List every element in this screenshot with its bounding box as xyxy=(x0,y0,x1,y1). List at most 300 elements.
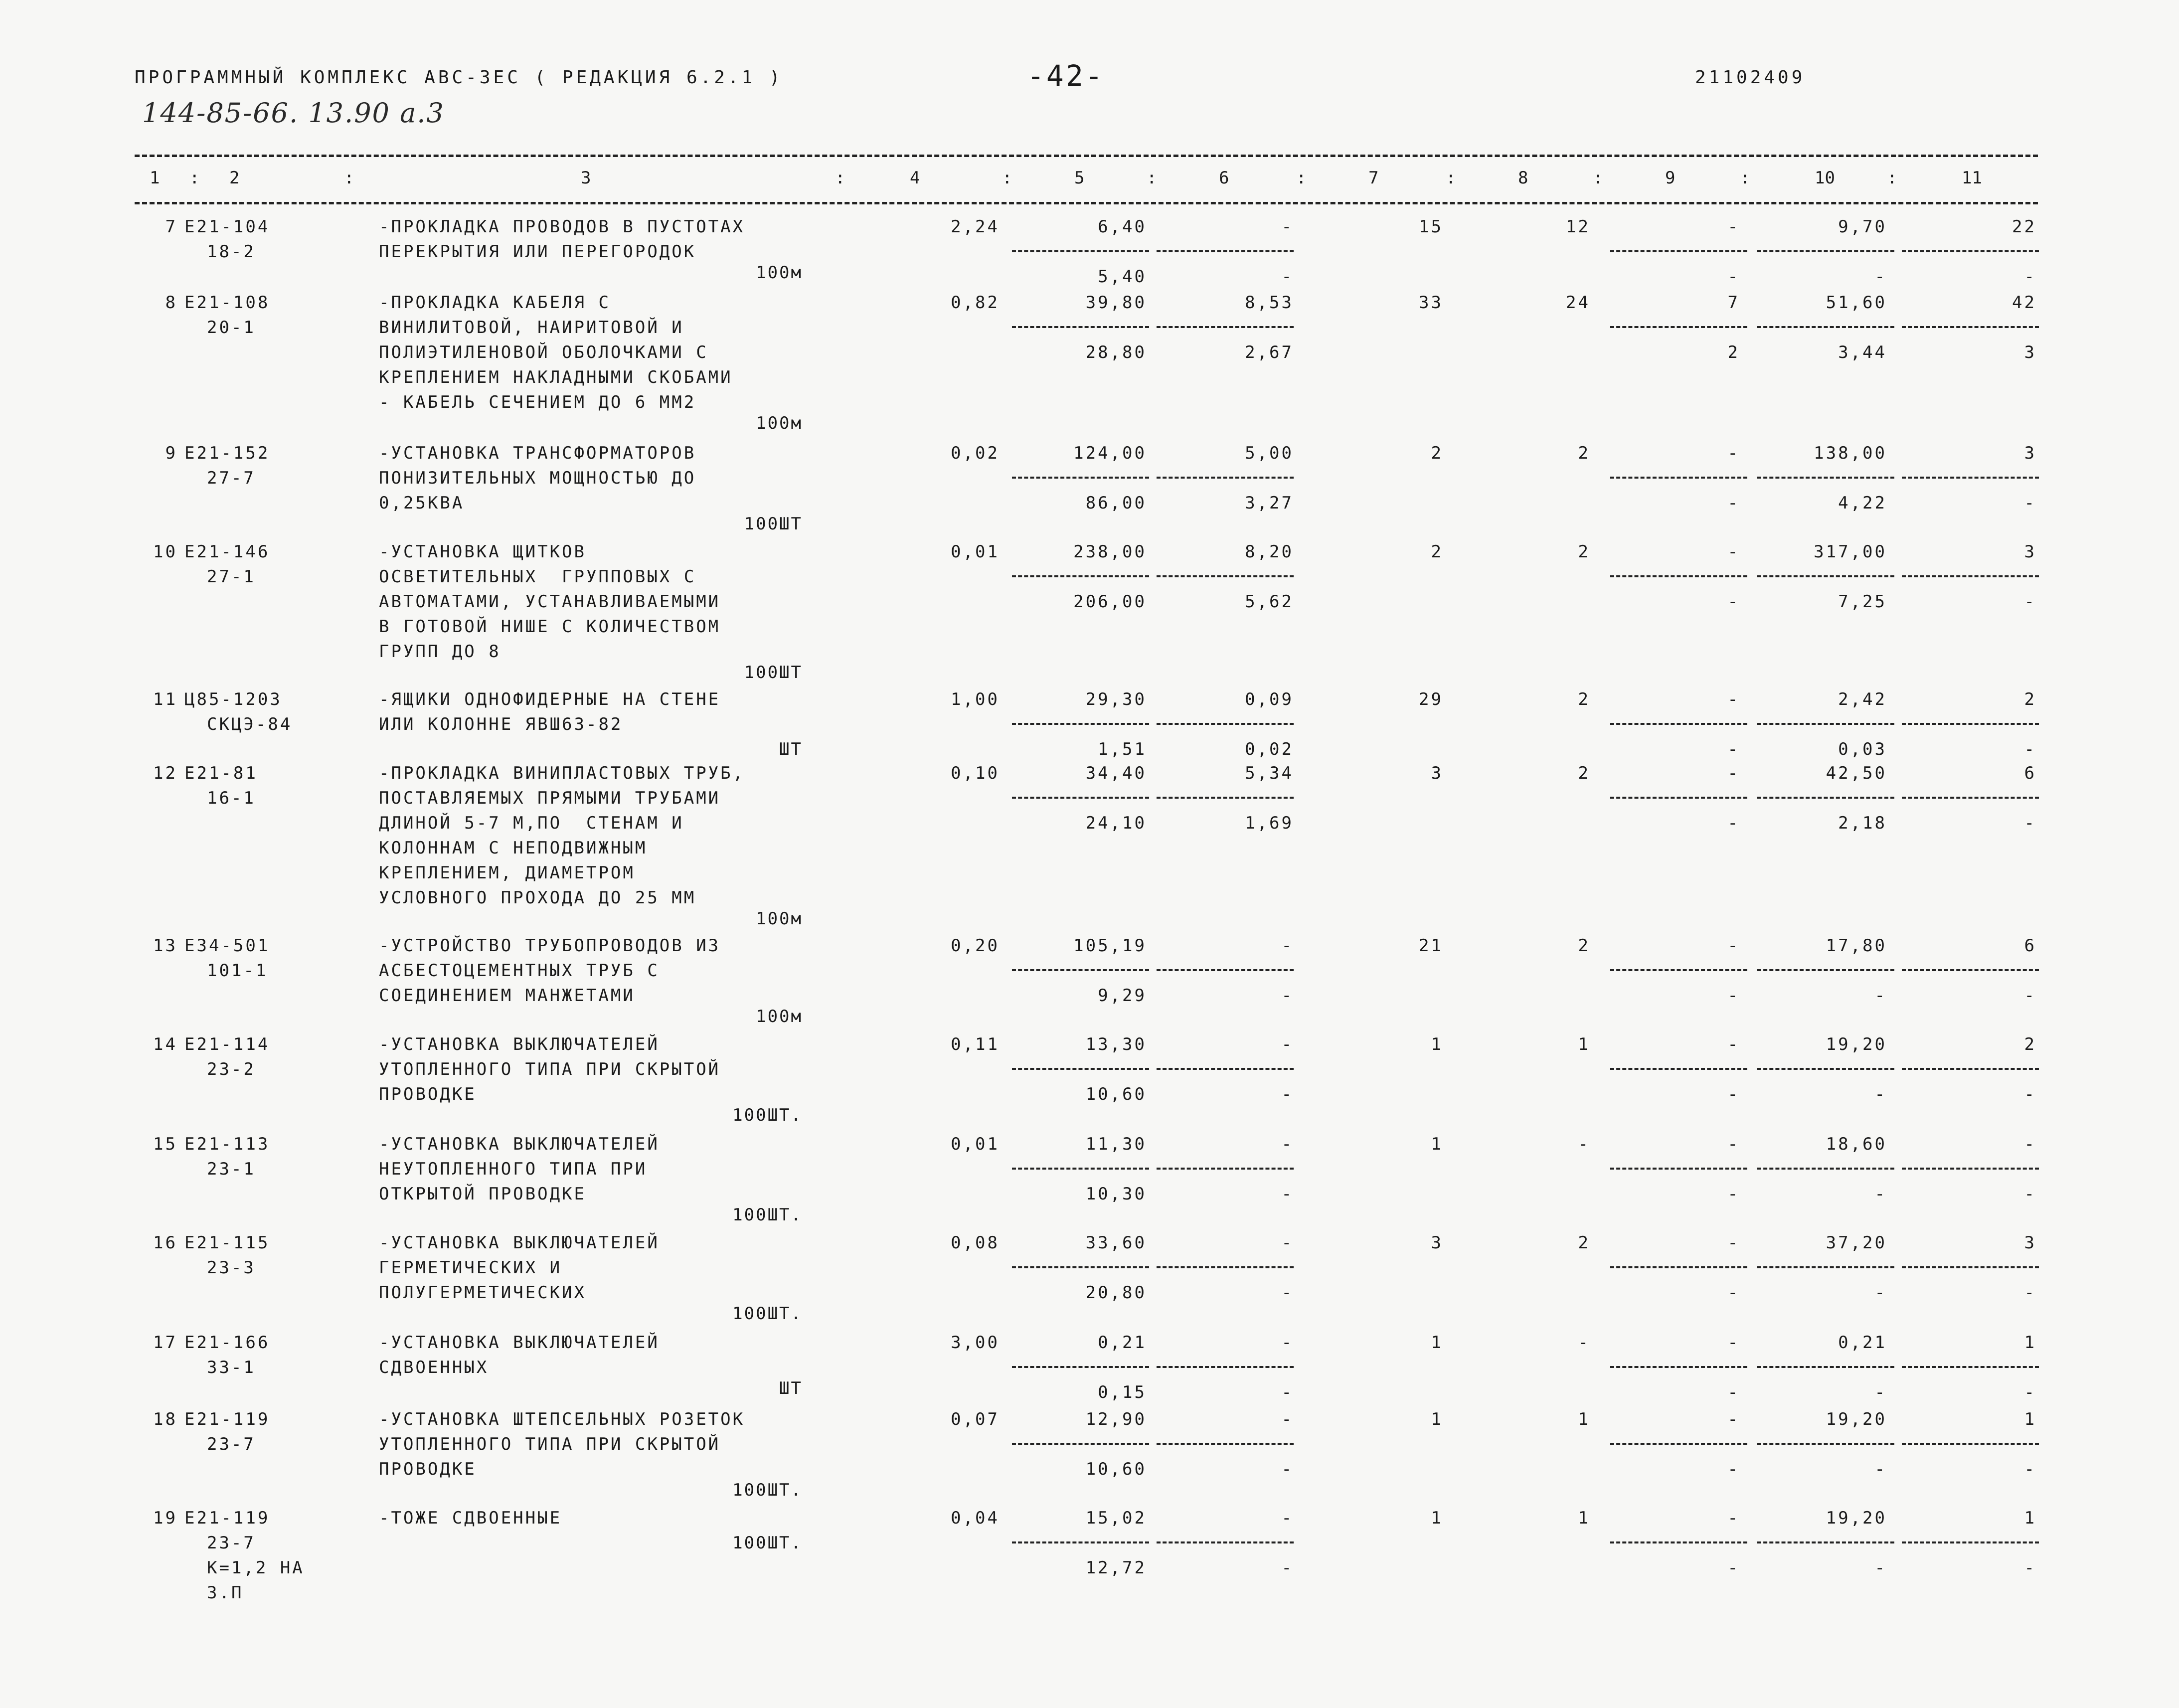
work-description: -ПРОКЛАДКА ПРОВОДОВ В ПУСТОТАХ ПЕРЕКРЫТИЯ ИЛИ ПЕРЕГОРОДОК xyxy=(379,217,745,262)
unit-cost-wages: 20,80 xyxy=(1085,1283,1147,1303)
norm-code: Е21-81 xyxy=(184,763,258,783)
norm-code: 23-7 xyxy=(207,1434,256,1454)
value-separator-c9 xyxy=(1610,969,1747,971)
labor-total: 6 xyxy=(2024,936,2036,956)
labor-hours: 19,20 xyxy=(1826,1409,1887,1429)
value-separator-c10 xyxy=(1757,1541,1894,1543)
machine-wages-sub: - xyxy=(1727,813,1740,833)
labor-hours-sub: - xyxy=(1874,986,1887,1006)
unit-of-measure: 100ШТ. xyxy=(732,1304,803,1324)
norm-code: Ц85-1203 xyxy=(184,689,282,709)
total-cost: 1 xyxy=(1431,1333,1443,1353)
total-cost: 3 xyxy=(1431,763,1443,783)
total-cost: 15 xyxy=(1419,217,1443,237)
norm-code: Е21-146 xyxy=(184,542,270,562)
machine-cost-wages: 5,62 xyxy=(1245,592,1294,612)
machine-cost-wages: - xyxy=(1281,1382,1294,1402)
machine-cost: - xyxy=(1281,1508,1294,1528)
value-separator-c6 xyxy=(1157,1443,1294,1445)
machine-wages-sub: 2 xyxy=(1727,342,1740,362)
labor-hours: 138,00 xyxy=(1814,443,1887,463)
unit-cost-wages: 24,10 xyxy=(1085,813,1147,833)
norm-code: 23-1 xyxy=(207,1159,256,1179)
wages-total: 1 xyxy=(1578,1034,1590,1054)
value-separator-c5 xyxy=(1012,575,1149,577)
work-description: -УСТАНОВКА ТРАНСФОРМАТОРОВ ПОНИЗИТЕЛЬНЫХ МОЩНОСТЬЮ ДО 0,25КВА xyxy=(379,443,696,513)
page-number: -42- xyxy=(1027,59,1105,93)
row-number: 10 xyxy=(153,542,177,562)
row-number: 16 xyxy=(153,1233,177,1253)
labor-hours: 37,20 xyxy=(1826,1233,1887,1253)
col-separator: : xyxy=(1296,168,1307,188)
norm-code: 23-2 xyxy=(207,1059,256,1079)
total-cost: 2 xyxy=(1431,542,1443,562)
labor-hours-sub: - xyxy=(1874,1283,1887,1303)
value-separator-c10 xyxy=(1757,250,1894,252)
machine-cost: - xyxy=(1281,1333,1294,1353)
labor-hours-sub: 0,03 xyxy=(1838,739,1887,759)
value-separator-c11 xyxy=(1902,477,2039,479)
labor-hours: 19,20 xyxy=(1826,1034,1887,1054)
value-separator-c5 xyxy=(1012,723,1149,725)
machine-wages-sub: - xyxy=(1727,1283,1740,1303)
labor-total-sub: - xyxy=(2024,1184,2036,1204)
value-separator-c11 xyxy=(1902,1366,2039,1368)
col-header-2: 2 xyxy=(229,168,240,188)
machine-wages-sub: - xyxy=(1727,493,1740,513)
work-description: -УСТАНОВКА ВЫКЛЮЧАТЕЛЕЙ СДВОЕННЫХ xyxy=(379,1333,660,1377)
machine-wages-sub: - xyxy=(1727,267,1740,287)
value-separator-c11 xyxy=(1902,1541,2039,1543)
machine-wages-sub: - xyxy=(1727,1084,1740,1104)
quantity-value: 0,20 xyxy=(951,936,1000,956)
value-separator-c6 xyxy=(1157,477,1294,479)
unit-of-measure: 100ШТ. xyxy=(732,1205,803,1225)
unit-cost-total: 13,30 xyxy=(1085,1034,1147,1054)
unit-cost-wages: 12,72 xyxy=(1085,1558,1147,1578)
labor-total: 1 xyxy=(2024,1333,2036,1353)
norm-code: СКЦЭ-84 xyxy=(207,714,293,734)
machine-cost-wages: - xyxy=(1281,1558,1294,1578)
machine-cost: - xyxy=(1281,217,1294,237)
wages-total: 1 xyxy=(1578,1409,1590,1429)
value-separator-c5 xyxy=(1012,326,1149,328)
unit-cost-total: 12,90 xyxy=(1085,1409,1147,1429)
row-number: 14 xyxy=(153,1034,177,1054)
machine-cost-wages: - xyxy=(1281,986,1294,1006)
unit-cost-wages: 0,15 xyxy=(1098,1382,1147,1402)
quantity-value: 0,07 xyxy=(951,1409,1000,1429)
norm-code: Е21-113 xyxy=(184,1134,270,1154)
norm-code: Е21-152 xyxy=(184,443,270,463)
unit-cost-total: 29,30 xyxy=(1085,689,1147,709)
quantity-value: 1,00 xyxy=(951,689,1000,709)
machine-wages: - xyxy=(1727,1409,1740,1429)
value-separator-c5 xyxy=(1012,1168,1149,1170)
unit-cost-total: 0,21 xyxy=(1098,1333,1147,1353)
col-separator: : xyxy=(189,168,200,188)
machine-wages-sub: - xyxy=(1727,1558,1740,1578)
machine-cost: 5,00 xyxy=(1245,443,1294,463)
unit-cost-total: 105,19 xyxy=(1073,936,1147,956)
value-separator-c6 xyxy=(1157,1266,1294,1268)
norm-code: 27-1 xyxy=(207,567,256,587)
norm-code: Е21-104 xyxy=(184,217,270,237)
machine-wages-sub: - xyxy=(1727,592,1740,612)
labor-hours-sub: 2,18 xyxy=(1838,813,1887,833)
value-separator-c11 xyxy=(1902,969,2039,971)
quantity-value: 0,10 xyxy=(951,763,1000,783)
total-cost: 1 xyxy=(1431,1508,1443,1528)
col-header-1: 1 xyxy=(150,168,160,188)
col-separator: : xyxy=(1002,168,1012,188)
labor-total: 22 xyxy=(2012,217,2036,237)
labor-total: 3 xyxy=(2024,443,2036,463)
col-header-6: 6 xyxy=(1219,168,1229,188)
value-separator-c10 xyxy=(1757,723,1894,725)
col-header-5: 5 xyxy=(1074,168,1085,188)
row-number: 8 xyxy=(165,293,177,313)
value-separator-c6 xyxy=(1157,575,1294,577)
unit-cost-wages: 86,00 xyxy=(1085,493,1147,513)
machine-wages: - xyxy=(1727,1233,1740,1253)
header-bottom-rule xyxy=(135,202,2038,204)
labor-hours-sub: 4,22 xyxy=(1838,493,1887,513)
value-separator-c10 xyxy=(1757,1366,1894,1368)
work-description: -УСТАНОВКА ВЫКЛЮЧАТЕЛЕЙ ГЕРМЕТИЧЕСКИХ И ПОЛУГЕРМЕТИЧЕСКИХ xyxy=(379,1233,660,1303)
machine-wages: - xyxy=(1727,1508,1740,1528)
labor-total-sub: - xyxy=(2024,986,2036,1006)
unit-of-measure: ШТ xyxy=(779,739,803,759)
labor-hours: 17,80 xyxy=(1826,936,1887,956)
labor-total-sub: - xyxy=(2024,1459,2036,1479)
wages-total: 12 xyxy=(1566,217,1590,237)
value-separator-c11 xyxy=(1902,326,2039,328)
total-cost: 1 xyxy=(1431,1409,1443,1429)
labor-hours-sub: 3,44 xyxy=(1838,342,1887,362)
work-description: -ЯЩИКИ ОДНОФИДЕРНЫЕ НА СТЕНЕ ИЛИ КОЛОННЕ ЯВШ63-82 xyxy=(379,689,721,734)
unit-cost-total: 11,30 xyxy=(1085,1134,1147,1154)
labor-hours-sub: - xyxy=(1874,1084,1887,1104)
total-cost: 1 xyxy=(1431,1034,1443,1054)
labor-total: 2 xyxy=(2024,1034,2036,1054)
machine-cost: - xyxy=(1281,1233,1294,1253)
labor-total: 6 xyxy=(2024,763,2036,783)
value-separator-c9 xyxy=(1610,723,1747,725)
machine-wages: - xyxy=(1727,1034,1740,1054)
work-description: -УСТАНОВКА ЩИТКОВ ОСВЕТИТЕЛЬНЫХ ГРУППОВЫХ С АВТОМАТАМИ, УСТАНАВЛИВАЕМЫМИ В ГОТОВОЙ НИШЕ С КОЛИЧЕСТВОМ ГРУПП ДО 8 xyxy=(379,542,721,662)
value-separator-c10 xyxy=(1757,575,1894,577)
wages-total: 24 xyxy=(1566,293,1590,313)
norm-code: Е21-119 xyxy=(184,1508,270,1528)
total-cost: 33 xyxy=(1419,293,1443,313)
norm-code: 23-7 xyxy=(207,1533,256,1553)
value-separator-c11 xyxy=(1902,1266,2039,1268)
value-separator-c6 xyxy=(1157,969,1294,971)
value-separator-c6 xyxy=(1157,1366,1294,1368)
value-separator-c11 xyxy=(1902,723,2039,725)
value-separator-c6 xyxy=(1157,723,1294,725)
value-separator-c6 xyxy=(1157,1068,1294,1070)
machine-cost-wages: - xyxy=(1281,267,1294,287)
labor-hours: 0,21 xyxy=(1838,1333,1887,1353)
value-separator-c10 xyxy=(1757,326,1894,328)
value-separator-c9 xyxy=(1610,477,1747,479)
total-cost: 3 xyxy=(1431,1233,1443,1253)
machine-wages-sub: - xyxy=(1727,1459,1740,1479)
value-separator-c5 xyxy=(1012,969,1149,971)
norm-code: 18-2 xyxy=(207,242,256,262)
labor-hours: 2,42 xyxy=(1838,689,1887,709)
unit-cost-total: 15,02 xyxy=(1085,1508,1147,1528)
work-description: -УСТАНОВКА ШТЕПСЕЛЬНЫХ РОЗЕТОК УТОПЛЕННОГО ТИПА ПРИ СКРЫТОЙ ПРОВОДКЕ xyxy=(379,1409,745,1479)
value-separator-c9 xyxy=(1610,797,1747,799)
value-separator-c6 xyxy=(1157,1168,1294,1170)
wages-total: 2 xyxy=(1578,542,1590,562)
work-description: -ПРОКЛАДКА ВИНИПЛАСТОВЫХ ТРУБ, ПОСТАВЛЯЕМЫХ ПРЯМЫМИ ТРУБАМИ ДЛИНОЙ 5-7 М,ПО СТЕНАМ И КОЛОННАМ С НЕПОДВИЖНЫМ КРЕПЛЕНИЕМ, ДИАМЕТРОМ УСЛОВНОГО ПРОХОДА ДО 25 ММ xyxy=(379,763,745,908)
work-description: -ПРОКЛАДКА КАБЕЛЯ С ВИНИЛИТОВОЙ, НАИРИТОВОЙ И ПОЛИЭТИЛЕНОВОЙ ОБОЛОЧКАМИ С КРЕПЛЕНИЕМ НАКЛАДНЫМИ СКОБАМИ - КАБЕЛЬ СЕЧЕНИЕМ ДО 6 ММ2 xyxy=(379,293,733,412)
value-separator-c5 xyxy=(1012,797,1149,799)
col-header-11: 11 xyxy=(1962,168,1982,188)
col-header-9: 9 xyxy=(1665,168,1676,188)
labor-total: 1 xyxy=(2024,1508,2036,1528)
wages-total: 2 xyxy=(1578,443,1590,463)
value-separator-c6 xyxy=(1157,250,1294,252)
unit-cost-total: 39,80 xyxy=(1085,293,1147,313)
wages-total: 2 xyxy=(1578,936,1590,956)
value-separator-c9 xyxy=(1610,1366,1747,1368)
labor-total-sub: - xyxy=(2024,267,2036,287)
quantity-value: 0,04 xyxy=(951,1508,1000,1528)
wages-total: 2 xyxy=(1578,763,1590,783)
total-cost: 29 xyxy=(1419,689,1443,709)
value-separator-c10 xyxy=(1757,797,1894,799)
labor-total-sub: - xyxy=(2024,1558,2036,1578)
quantity-value: 0,08 xyxy=(951,1233,1000,1253)
machine-cost-wages: - xyxy=(1281,1184,1294,1204)
unit-cost-total: 34,40 xyxy=(1085,763,1147,783)
work-description: -УСТАНОВКА ВЫКЛЮЧАТЕЛЕЙ НЕУТОПЛЕННОГО ТИПА ПРИ ОТКРЫТОЙ ПРОВОДКЕ xyxy=(379,1134,660,1204)
labor-total-sub: - xyxy=(2024,813,2036,833)
row-number: 18 xyxy=(153,1409,177,1429)
unit-of-measure: 100м xyxy=(756,413,803,433)
value-separator-c5 xyxy=(1012,1068,1149,1070)
machine-cost-wages: - xyxy=(1281,1459,1294,1479)
unit-cost-wages: 9,29 xyxy=(1098,986,1147,1006)
labor-hours: 51,60 xyxy=(1826,293,1887,313)
quantity-value: 3,00 xyxy=(951,1333,1000,1353)
labor-total: 42 xyxy=(2012,293,2036,313)
value-separator-c10 xyxy=(1757,1068,1894,1070)
unit-of-measure: 100м xyxy=(756,263,803,283)
norm-code: 20-1 xyxy=(207,318,256,338)
machine-wages: 7 xyxy=(1727,293,1740,313)
unit-of-measure: 100ШТ. xyxy=(732,1533,803,1553)
labor-hours: 19,20 xyxy=(1826,1508,1887,1528)
norm-code: 27-7 xyxy=(207,468,256,488)
value-separator-c9 xyxy=(1610,1168,1747,1170)
norm-code: Е21-115 xyxy=(184,1233,270,1253)
machine-wages: - xyxy=(1727,542,1740,562)
col-separator: : xyxy=(835,168,845,188)
labor-hours: 9,70 xyxy=(1838,217,1887,237)
row-number: 19 xyxy=(153,1508,177,1528)
norm-code: Е21-166 xyxy=(184,1333,270,1353)
quantity-value: 0,82 xyxy=(951,293,1000,313)
value-separator-c9 xyxy=(1610,1068,1747,1070)
labor-total: 3 xyxy=(2024,1233,2036,1253)
value-separator-c10 xyxy=(1757,1443,1894,1445)
row-number: 9 xyxy=(165,443,177,463)
labor-total-sub: - xyxy=(2024,1382,2036,1402)
unit-of-measure: 100м xyxy=(756,909,803,929)
unit-of-measure: 100ШТ. xyxy=(732,1480,803,1500)
wages-total: - xyxy=(1578,1134,1590,1154)
quantity-value: 0,02 xyxy=(951,443,1000,463)
machine-cost-wages: 2,67 xyxy=(1245,342,1294,362)
col-header-4: 4 xyxy=(910,168,920,188)
unit-cost-wages: 206,00 xyxy=(1073,592,1147,612)
value-separator-c10 xyxy=(1757,969,1894,971)
col-header-10: 10 xyxy=(1815,168,1835,188)
norm-code: Е21-108 xyxy=(184,293,270,313)
quantity-value: 2,24 xyxy=(951,217,1000,237)
value-separator-c10 xyxy=(1757,1266,1894,1268)
labor-total-sub: 3 xyxy=(2024,342,2036,362)
work-description: -УСТРОЙСТВО ТРУБОПРОВОДОВ ИЗ АСБЕСТОЦЕМЕНТНЫХ ТРУБ С СОЕДИНЕНИЕМ МАНЖЕТАМИ xyxy=(379,936,721,1006)
unit-cost-wages: 1,51 xyxy=(1098,739,1147,759)
value-separator-c5 xyxy=(1012,1541,1149,1543)
labor-total-sub: - xyxy=(2024,1084,2036,1104)
row-number: 15 xyxy=(153,1134,177,1154)
machine-cost: 8,20 xyxy=(1245,542,1294,562)
labor-total: 1 xyxy=(2024,1409,2036,1429)
col-separator: : xyxy=(1887,168,1897,188)
labor-hours-sub: 7,25 xyxy=(1838,592,1887,612)
col-separator: : xyxy=(1446,168,1456,188)
document-code: 21102409 xyxy=(1695,67,1806,88)
value-separator-c5 xyxy=(1012,1443,1149,1445)
machine-cost: - xyxy=(1281,1409,1294,1429)
work-description: -УСТАНОВКА ВЫКЛЮЧАТЕЛЕЙ УТОПЛЕННОГО ТИПА ПРИ СКРЫТОЙ ПРОВОДКЕ xyxy=(379,1034,721,1104)
machine-wages-sub: - xyxy=(1727,986,1740,1006)
labor-hours-sub: - xyxy=(1874,267,1887,287)
unit-cost-total: 6,40 xyxy=(1098,217,1147,237)
labor-total: 3 xyxy=(2024,542,2036,562)
unit-of-measure: 100м xyxy=(756,1007,803,1026)
col-separator: : xyxy=(1740,168,1750,188)
unit-cost-wages: 10,60 xyxy=(1085,1459,1147,1479)
col-header-3: 3 xyxy=(581,168,591,188)
top-rule xyxy=(135,155,2038,157)
value-separator-c5 xyxy=(1012,250,1149,252)
quantity-value: 0,11 xyxy=(951,1034,1000,1054)
col-header-8: 8 xyxy=(1518,168,1528,188)
labor-hours-sub: - xyxy=(1874,1184,1887,1204)
value-separator-c9 xyxy=(1610,575,1747,577)
value-separator-c5 xyxy=(1012,477,1149,479)
value-separator-c9 xyxy=(1610,250,1747,252)
unit-cost-wages: 5,40 xyxy=(1098,267,1147,287)
value-separator-c6 xyxy=(1157,1541,1294,1543)
handwritten-note: 144-85-66. 13.90 а.3 xyxy=(142,97,445,129)
labor-hours-sub: - xyxy=(1874,1382,1887,1402)
norm-code: Е21-114 xyxy=(184,1034,270,1054)
labor-total-sub: - xyxy=(2024,592,2036,612)
labor-hours: 42,50 xyxy=(1826,763,1887,783)
machine-cost: - xyxy=(1281,1034,1294,1054)
value-separator-c6 xyxy=(1157,326,1294,328)
value-separator-c11 xyxy=(1902,1168,2039,1170)
machine-cost-wages: - xyxy=(1281,1283,1294,1303)
unit-of-measure: 100ШТ xyxy=(744,514,803,534)
machine-cost-wages: 3,27 xyxy=(1245,493,1294,513)
machine-cost: - xyxy=(1281,936,1294,956)
value-separator-c10 xyxy=(1757,1168,1894,1170)
norm-code: 33-1 xyxy=(207,1358,256,1377)
labor-hours-sub: - xyxy=(1874,1459,1887,1479)
machine-cost-wages: 0,02 xyxy=(1245,739,1294,759)
machine-wages: - xyxy=(1727,1333,1740,1353)
unit-cost-total: 33,60 xyxy=(1085,1233,1147,1253)
machine-wages: - xyxy=(1727,689,1740,709)
value-separator-c5 xyxy=(1012,1366,1149,1368)
row-number: 12 xyxy=(153,763,177,783)
machine-wages: - xyxy=(1727,217,1740,237)
norm-code: З.П xyxy=(207,1583,244,1603)
machine-cost-wages: - xyxy=(1281,1084,1294,1104)
machine-wages-sub: - xyxy=(1727,1382,1740,1402)
col-header-7: 7 xyxy=(1368,168,1379,188)
machine-cost: 0,09 xyxy=(1245,689,1294,709)
value-separator-c5 xyxy=(1012,1266,1149,1268)
labor-hours: 18,60 xyxy=(1826,1134,1887,1154)
value-separator-c11 xyxy=(1902,1068,2039,1070)
wages-total: 2 xyxy=(1578,689,1590,709)
machine-wages: - xyxy=(1727,443,1740,463)
norm-code: Е34-501 xyxy=(184,936,270,956)
machine-cost: 8,53 xyxy=(1245,293,1294,313)
quantity-value: 0,01 xyxy=(951,1134,1000,1154)
machine-cost-wages: 1,69 xyxy=(1245,813,1294,833)
value-separator-c9 xyxy=(1610,1541,1747,1543)
value-separator-c10 xyxy=(1757,477,1894,479)
labor-total-sub: - xyxy=(2024,493,2036,513)
value-separator-c11 xyxy=(1902,797,2039,799)
col-separator: : xyxy=(344,168,354,188)
labor-total-sub: - xyxy=(2024,1283,2036,1303)
wages-total: 2 xyxy=(1578,1233,1590,1253)
wages-total: 1 xyxy=(1578,1508,1590,1528)
unit-cost-total: 124,00 xyxy=(1073,443,1147,463)
total-cost: 1 xyxy=(1431,1134,1443,1154)
value-separator-c11 xyxy=(1902,1443,2039,1445)
unit-cost-total: 238,00 xyxy=(1073,542,1147,562)
machine-wages: - xyxy=(1727,1134,1740,1154)
labor-hours: 317,00 xyxy=(1814,542,1887,562)
work-description: -ТОЖЕ СДВОЕННЫЕ xyxy=(379,1508,562,1528)
col-separator: : xyxy=(1147,168,1157,188)
machine-wages-sub: - xyxy=(1727,1184,1740,1204)
total-cost: 21 xyxy=(1419,936,1443,956)
machine-wages: - xyxy=(1727,763,1740,783)
norm-code: К=1,2 НА xyxy=(207,1558,305,1578)
labor-total-sub: - xyxy=(2024,739,2036,759)
machine-cost: - xyxy=(1281,1134,1294,1154)
row-number: 13 xyxy=(153,936,177,956)
wages-total: - xyxy=(1578,1333,1590,1353)
value-separator-c6 xyxy=(1157,797,1294,799)
